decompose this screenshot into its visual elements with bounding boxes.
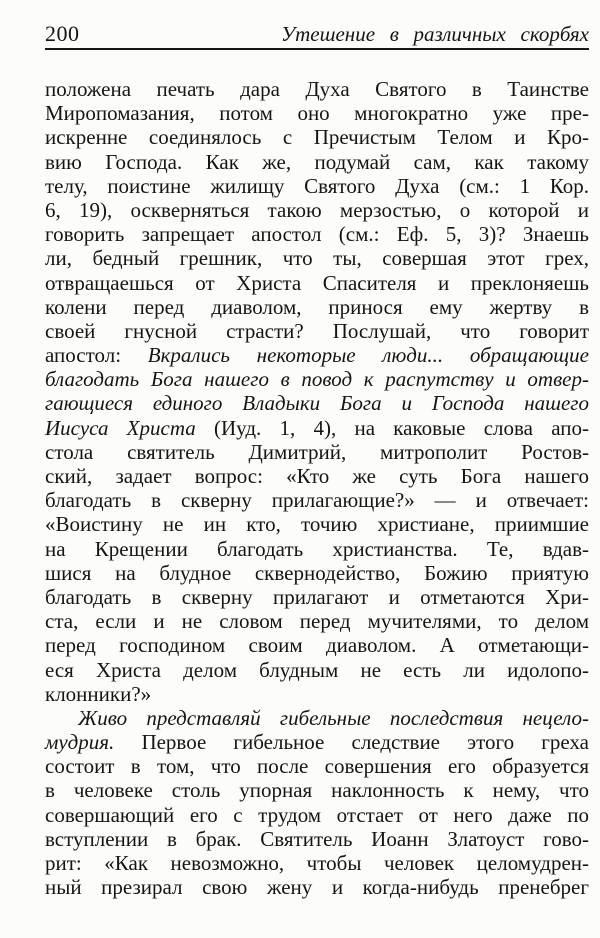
text-line [45, 391, 589, 415]
text-segment: Миропомазания, потом оно многократно уже пре- [45, 101, 589, 126]
page-number: 200 [45, 21, 80, 46]
text-line [45, 464, 589, 488]
text-line [45, 875, 589, 899]
text-segment-italic: благодать Бога нашего в повод к распутству и отвер- [45, 367, 589, 392]
text-segment-italic: мудрия. [45, 730, 115, 755]
text-segment: 6, 19), оскверняться такою мерзостью, о которой и [45, 197, 589, 222]
text-line [45, 778, 589, 802]
text-segment: рит: «Как невозможно, чтобы человек целомудрен- [45, 851, 589, 875]
text-segment: Первое гибельное следствие этого греха [114, 730, 589, 755]
page-body [45, 77, 589, 899]
text-segment: совершающий его с трудом отстает от него даже по [45, 802, 589, 827]
text-line [45, 561, 589, 585]
text-segment: своей гнусной страсти? Послушай, что говорит [45, 318, 589, 343]
text-line [45, 803, 589, 827]
text-line [45, 682, 589, 706]
text-line [45, 754, 589, 778]
text-line [45, 512, 589, 536]
text-line [45, 851, 589, 875]
text-line [45, 367, 589, 391]
text-line [45, 77, 589, 101]
page-header [45, 0, 589, 50]
text-line [45, 585, 589, 609]
text-line [45, 271, 589, 295]
text-segment: «Воистину не ин кто, точию христиане, приимшие [45, 512, 589, 537]
text-line [45, 150, 589, 174]
text-segment: ный презирал свою жену и когда-нибудь пренебрег [45, 875, 589, 900]
text-segment: благодать в скверну прилагают и отметаются Хри- [45, 584, 589, 609]
text-segment-italic: Вкрались некоторые люди... обращающие [147, 343, 589, 368]
text-line [45, 658, 589, 682]
text-segment: искренне соединялось с Пречистым Телом и Кро- [45, 125, 589, 150]
text-segment: колени перед диаволом, принося ему жертву в [45, 294, 589, 319]
text-line [45, 730, 589, 754]
text-segment: положена печать дара Духа Святого в Таинстве [45, 77, 589, 101]
text-segment: благодать в скверну прилагающие?» — и отвечает: [45, 488, 589, 513]
text-segment: вию Господа. Как же, подумай сам, как такому [45, 149, 589, 174]
text-line [45, 537, 589, 561]
text-segment-italic: Иисуса Христа [45, 415, 196, 440]
text-segment-italic: Живо представляй гибельные последствия нецело- [78, 705, 589, 730]
text-segment: ский, задает вопрос: «Кто же суть Бога нашего [45, 464, 589, 488]
text-segment: в человеке столь упорная наклонность к нему, что [45, 778, 589, 803]
text-segment: апостол: [45, 343, 148, 368]
text-segment: шися на блудное сквернодейство, Божию приятую [45, 560, 589, 585]
text-line [45, 246, 589, 270]
text-segment: говорить запрещает апостол (см.: Еф. 5, 3)? Знаешь [45, 222, 589, 247]
text-segment: перед господином своим диаволом. А отметающи- [45, 633, 589, 658]
text-segment: на Крещении благодать христианства. Те, вдав- [45, 536, 589, 561]
text-line [45, 440, 589, 464]
text-segment: телу, поистине жилищу Святого Духа (см.: 1 Кор. [45, 173, 589, 198]
text-line [45, 295, 589, 319]
text-line [45, 174, 589, 198]
text-segment: вступлении в брак. Святитель Иоанн Златоуст гово- [45, 826, 589, 851]
text-line [45, 125, 589, 149]
text-line [45, 101, 589, 125]
text-segment: ли, бедный грешник, что ты, совершая этот грех, [45, 246, 589, 271]
text-line [45, 319, 589, 343]
text-line [45, 198, 589, 222]
running-title: Утешение в различных скорбях [280, 22, 589, 46]
text-segment: еся Христа делом блудным не есть ли идолопо- [45, 657, 589, 682]
text-line [45, 827, 589, 851]
text-segment: состоит в том, что после совершения его образуется [45, 754, 589, 779]
text-segment-italic: гающиеся единого Владыки Бога и Господа нашего [45, 391, 589, 416]
text-line [45, 633, 589, 657]
text-line [45, 488, 589, 512]
text-segment: клонники?» [45, 681, 152, 706]
text-segment: (Иуд. 1, 4), на каковые слова апо- [195, 415, 590, 440]
text-segment: отвращаешься от Христа Спасителя и преклоняешь [45, 270, 589, 295]
text-line [45, 416, 589, 440]
text-line [45, 706, 589, 730]
text-line [45, 609, 589, 633]
text-segment: ста, если и не словом перед мучителями, то делом [45, 609, 589, 634]
text-segment: стола святитель Димитрий, митрополит Ростов- [45, 439, 589, 464]
text-line [45, 343, 589, 367]
text-line [45, 222, 589, 246]
